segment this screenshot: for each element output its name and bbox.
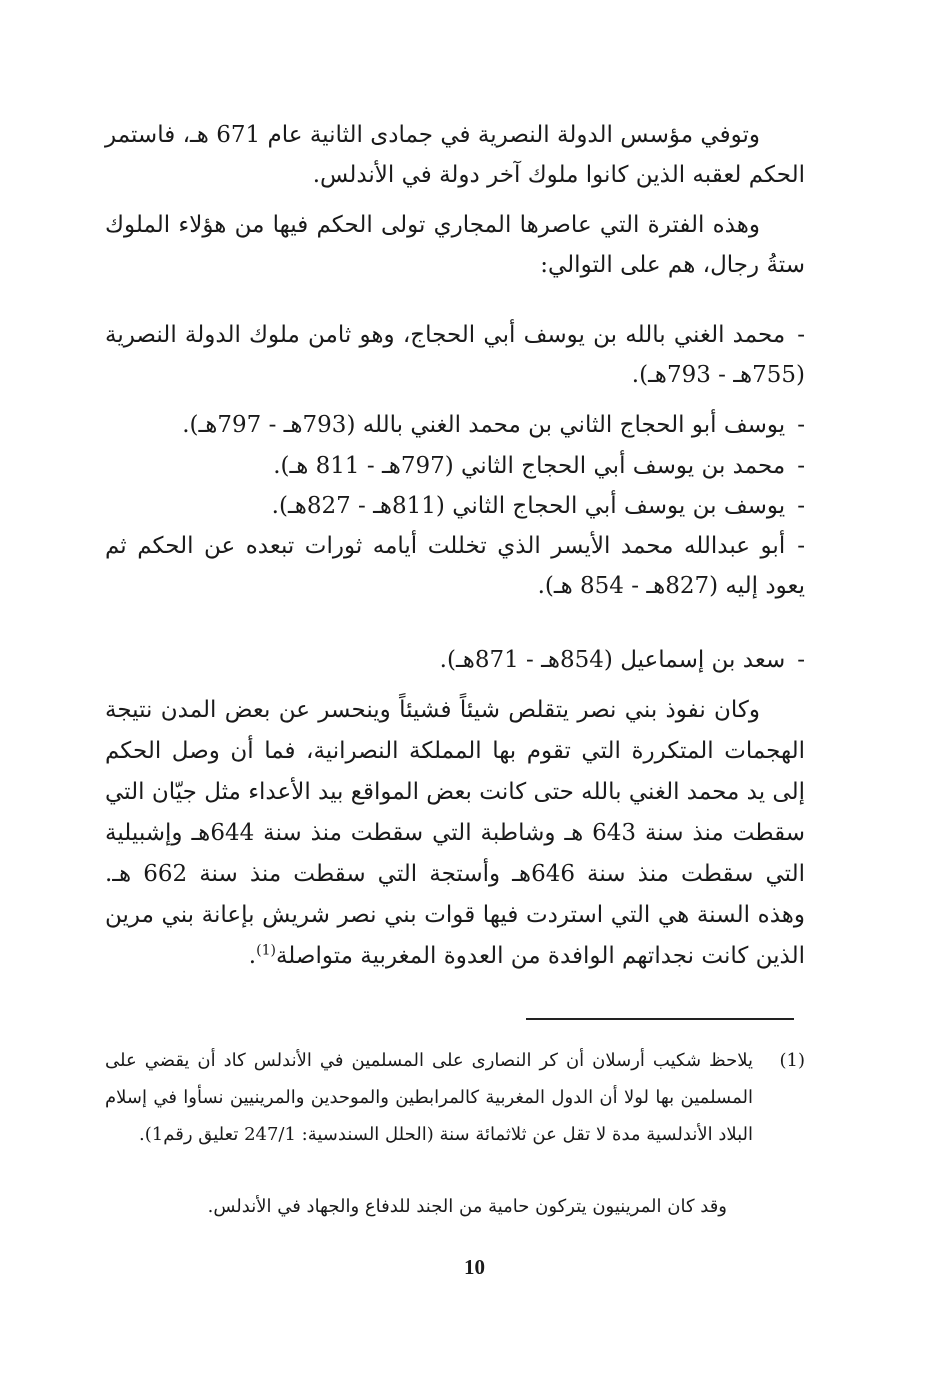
ruler-item xyxy=(105,640,805,680)
ruler-text: يوسف أبو الحجاج الثاني بن محمد الغني بالله (793هـ - 797هـ). xyxy=(182,412,786,438)
list-dash: - xyxy=(797,533,805,559)
ruler-item xyxy=(105,526,805,606)
ruler-item xyxy=(105,486,805,526)
paragraph-six-rulers-intro: وهذه الفترة التي عاصرها المجاري تولى الحكم فيها من هؤلاء الملوك ستةُ رجال، هم على التوالي: xyxy=(105,212,805,278)
paragraph-nasrid-founder: وتوفي مؤسس الدولة النصرية في جمادى الثانية عام 671 هـ، فاستمر الحكم لعقبه الذين كانوا ملوك آخر دولة في الأندلس. xyxy=(105,122,805,188)
list-dash: - xyxy=(797,493,805,519)
page-number: 10 xyxy=(464,1255,485,1279)
paragraph-text: وكان نفوذ بني نصر يتقلص شيئاً فشيئاً وينحسر عن بعض المدن نتيجة الهجمات المتكررة التي تقوم بها المملكة النصرانية، فما أن وصل الحكم إلى يد محمد الغني بالله حتى كانت بعض المواقع بيد الأعداء مثل جيّان التي سقطت منذ سنة 643 هـ وشاطبة التي سقطت منذ سنة 644هـ وإشبيلية التي سقطت منذ سنة 646هـ وأستجة التي سقطت منذ سنة 662 هـ. وهذه السنة هي التي استردت فيها قوات بني نصر شريش بإعانة بني مرين الذين كانت نجداتهم الوافدة من العدوة المغربية متواصلة xyxy=(105,697,805,969)
ruler-item xyxy=(105,315,805,395)
paragraph-nasrid-decline xyxy=(105,690,805,977)
paragraph-end: . xyxy=(248,943,257,969)
ruler-item xyxy=(105,405,805,445)
footnote-text: يلاحظ شكيب أرسلان أن كر النصارى على المسلمين في الأندلس كاد أن يقضي على المسلمين بها لولا أن الدول المغربية كالمرابطين والموحدين والمرينيين نسأوا في إسلام البلاد الأندلسية مدة لا تقل عن ثلاثمائة سنة (الحلل السندسية: 247/1 تعليق رقم1). xyxy=(105,1050,753,1145)
list-dash: - xyxy=(797,453,805,479)
footnote xyxy=(105,1042,805,1153)
ruler-item xyxy=(105,446,805,486)
list-dash: - xyxy=(797,412,805,438)
ruler-text: أبو عبدالله محمد الأيسر الذي تخللت أيامه ثورات تبعده عن الحكم ثم يعود إليه (827هـ - 854 هـ). xyxy=(105,533,805,599)
ruler-text: سعد بن إسماعيل (854هـ - 871هـ). xyxy=(439,647,786,673)
ruler-text: يوسف بن يوسف أبي الحجاج الثاني (811هـ - 827هـ). xyxy=(271,493,786,519)
footnote-reference: (1) xyxy=(256,942,276,959)
footnote-divider xyxy=(526,1018,794,1020)
list-dash: - xyxy=(797,322,805,348)
list-dash: - xyxy=(797,647,805,673)
ruler-text: محمد الغني بالله بن يوسف أبي الحجاج، وهو ثامن ملوك الدولة النصرية (755هـ - 793هـ). xyxy=(105,322,805,388)
footnote-continuation: وقد كان المرينيون يتركون حامية من الجند للدفاع والجهاد في الأندلس. xyxy=(207,1196,727,1217)
footnote-number: (1) xyxy=(779,1050,805,1071)
ruler-text: محمد بن يوسف أبي الحجاج الثاني (797هـ - 811 هـ). xyxy=(273,453,786,479)
